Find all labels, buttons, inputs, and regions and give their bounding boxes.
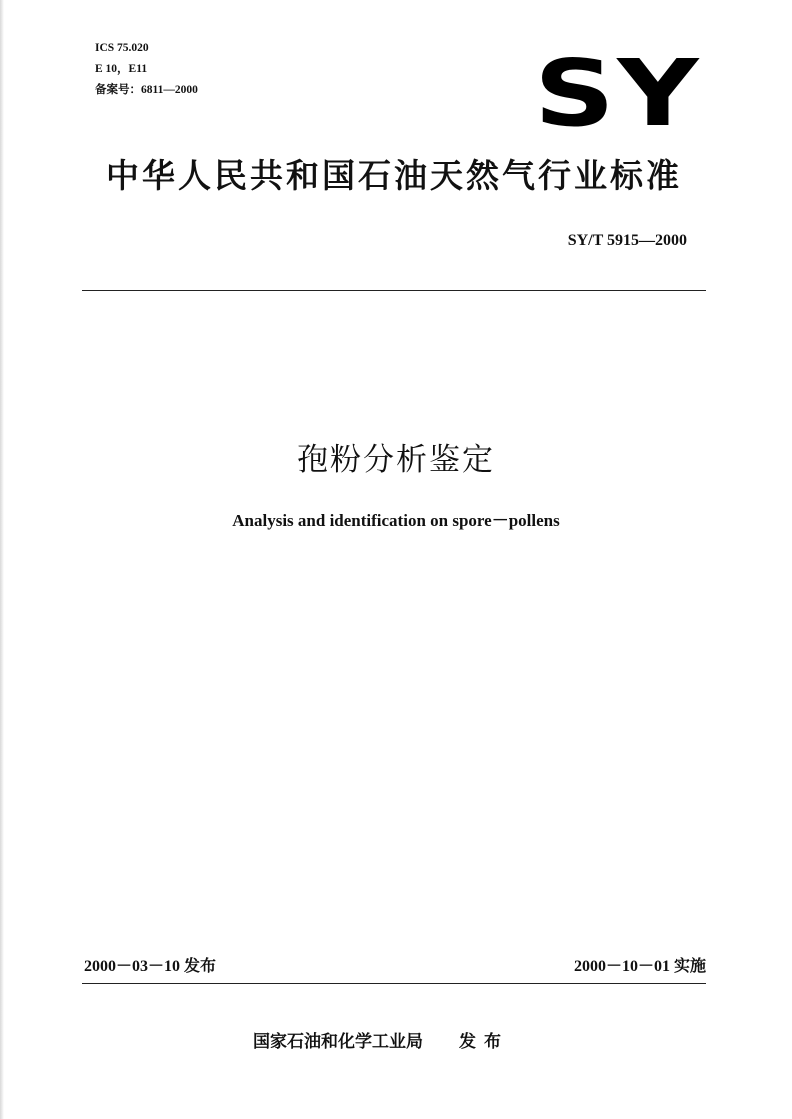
top-divider (82, 290, 706, 291)
publisher-line (253, 1027, 509, 1052)
document-title-chinese: 孢粉分析鉴定 (297, 442, 495, 478)
ics-code: ICS 75.020 (95, 42, 149, 54)
classification-code: E 10，E11 (95, 63, 148, 75)
bottom-divider (82, 983, 706, 984)
publisher-name: 国家石油和化学工业局 (253, 1032, 423, 1052)
record-number: 备案号：6811—2000 (95, 84, 198, 96)
implementation-date: 2000－10－01 实施 (573, 958, 706, 975)
sy-logo: SY (534, 40, 702, 147)
standard-number: SY/T 5915—2000 (567, 232, 687, 249)
scan-edge (0, 0, 4, 1119)
header-codes (95, 38, 198, 101)
org-title: 中华人民共和国石油天然气行业标准 (106, 156, 682, 195)
document-title-english: Analysis and identification on spore－pollens (232, 511, 560, 530)
publisher-action: 发布 (459, 1032, 509, 1052)
issue-date: 2000－03－10 发布 (84, 958, 217, 975)
